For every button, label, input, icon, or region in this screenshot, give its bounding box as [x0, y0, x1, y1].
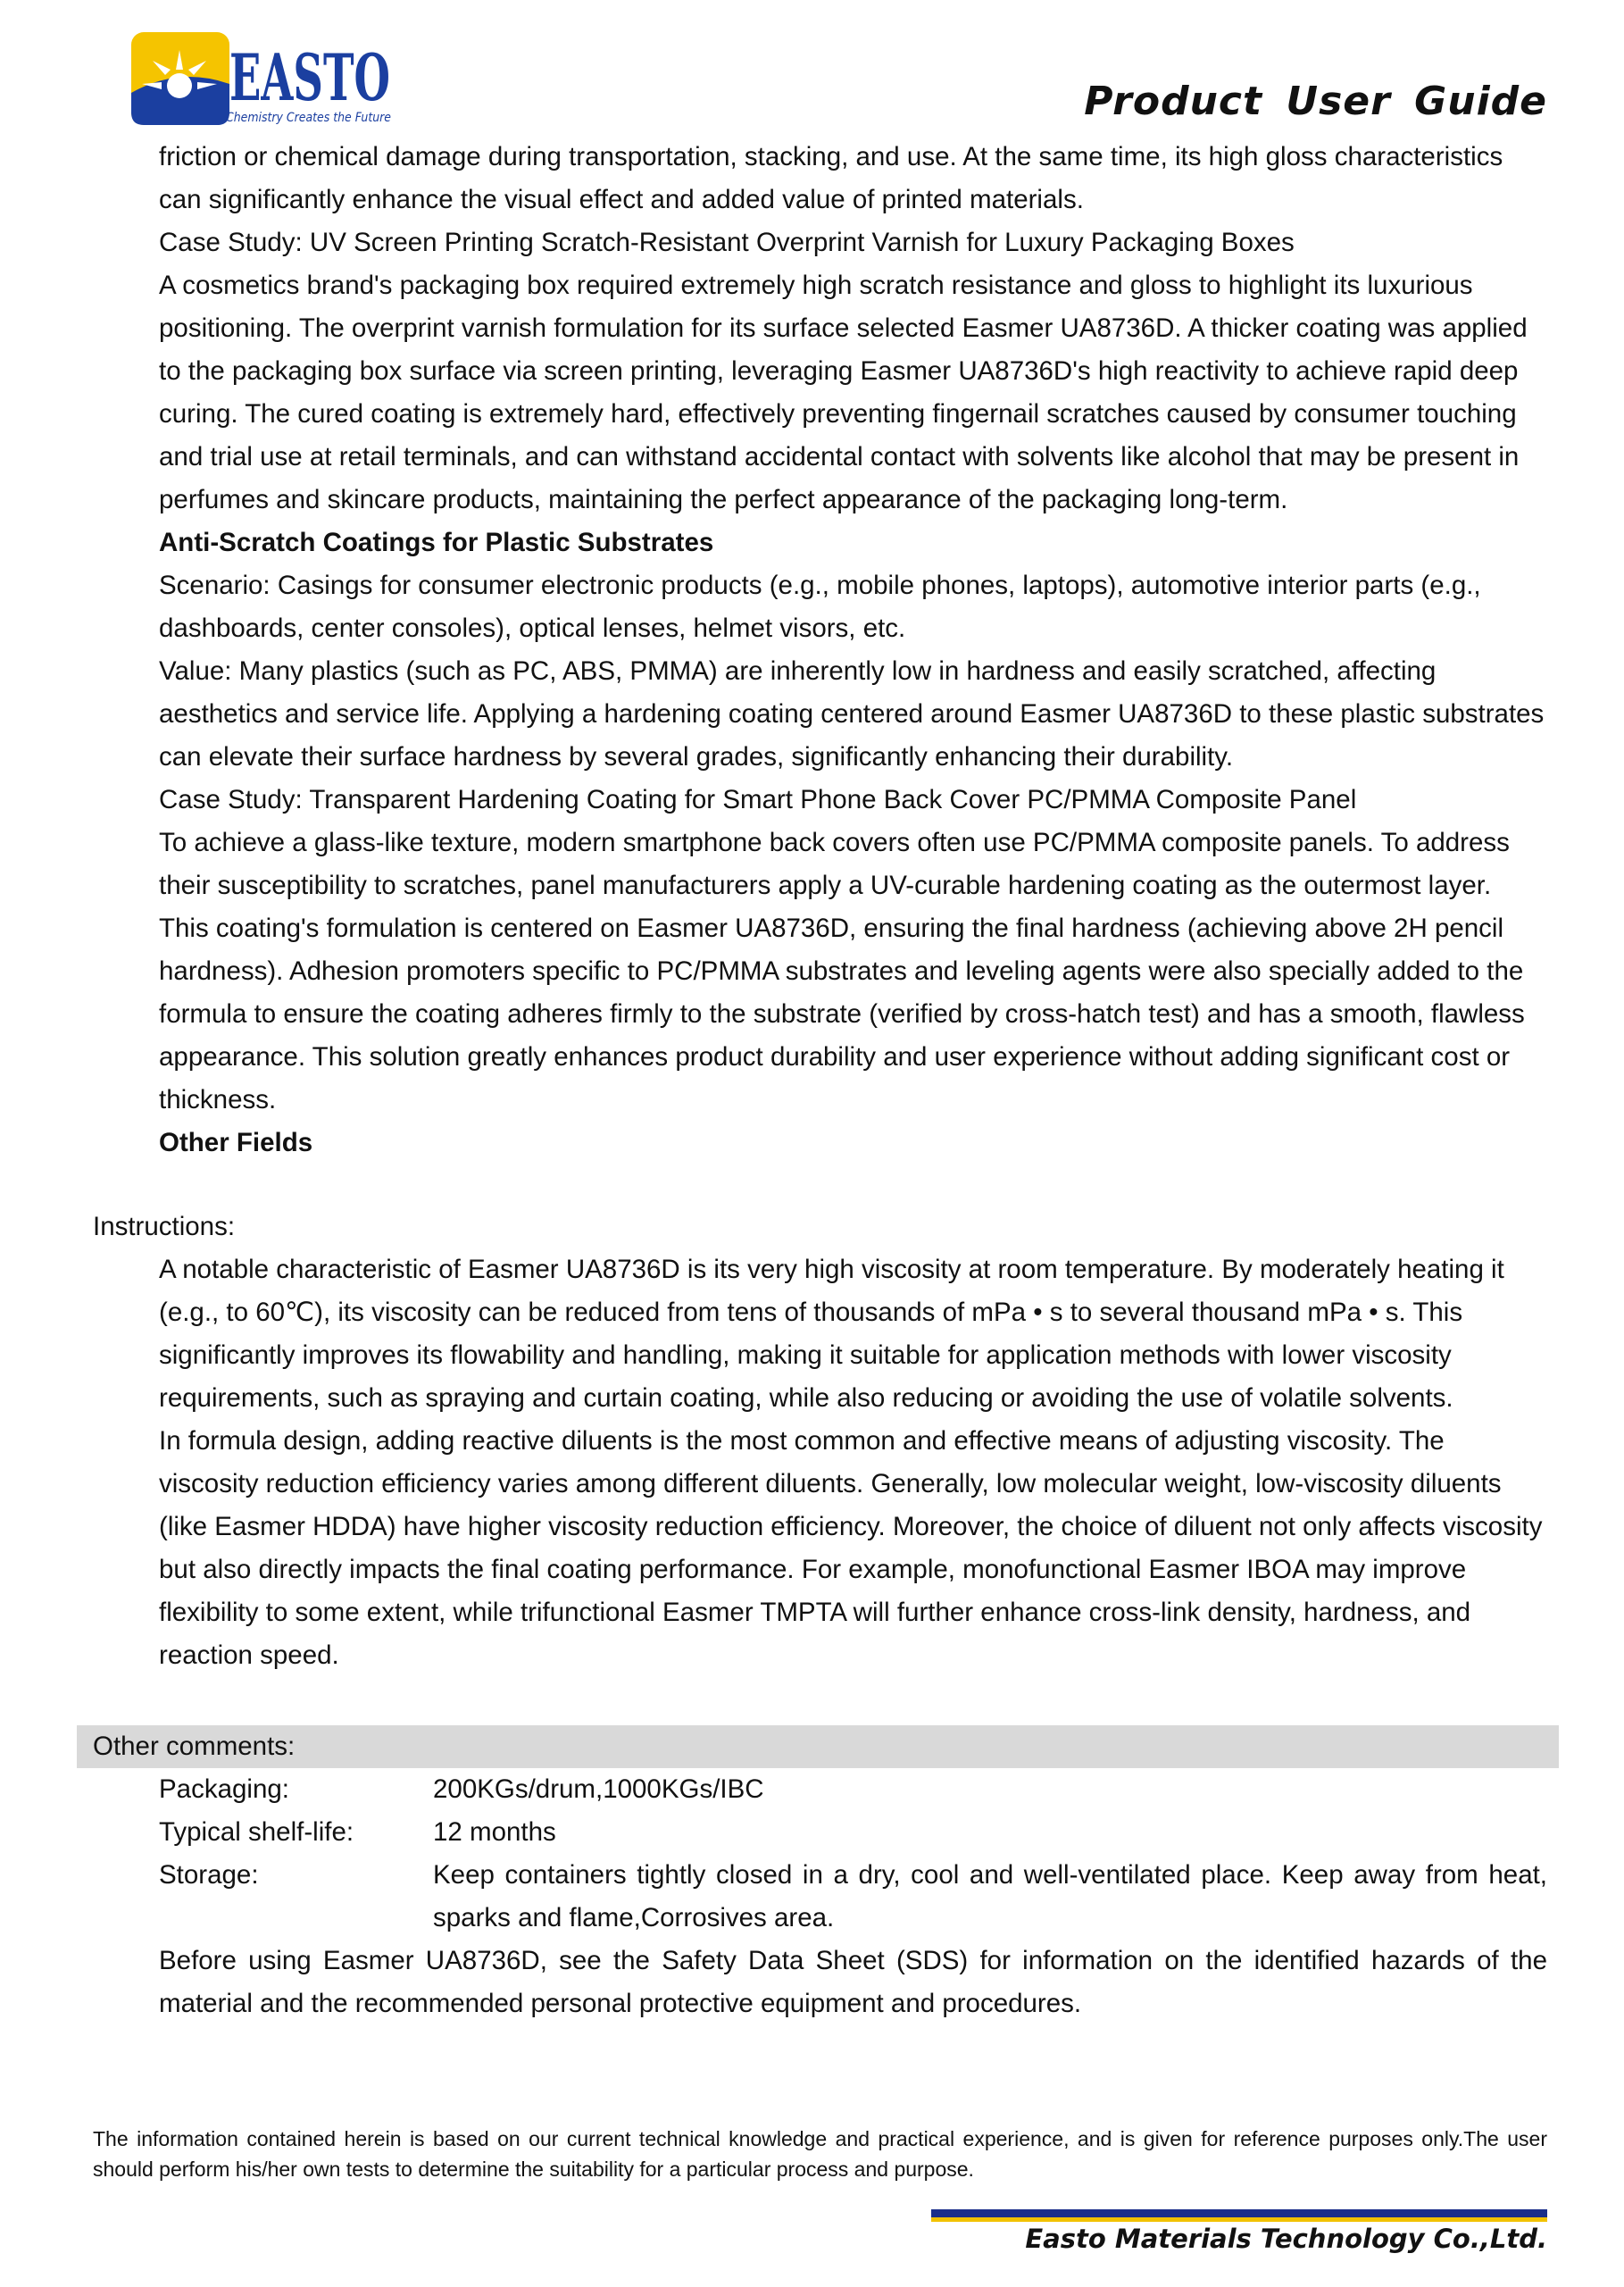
sds-note: Before using Easmer UA8736D, see the Safety Data Sheet (SDS) for information on the identified hazards of the material and the recommended personal protective equipment and procedures.: [159, 1946, 1547, 2018]
case-study-title: Case Study: Transparent Hardening Coating for Smart Phone Back Cover PC/PMMA Composite Panel: [159, 785, 1357, 814]
paragraph: Scenario: Casings for consumer electronic products (e.g., mobile phones, laptops), automotive interior parts (e.g., dashboards, center consoles), optical lenses, helmet visors, etc.: [159, 571, 1481, 643]
comments-label: Other comments:: [93, 1732, 296, 1761]
case-study-title: Case Study: UV Screen Printing Scratch-Resistant Overprint Varnish for Luxury Packaging Boxes: [159, 228, 1295, 257]
paragraph: In formula design, adding reactive diluents is the most common and effective means of adjusting viscosity. The viscosity reduction efficiency varies among different diluents. Generally, low molecular weight, low-viscosity diluents (like Easmer HDDA) have higher viscosity reduction efficiency. Moreover, the choice of diluent not only affects viscosity but also directly impacts the final coating performance. For example, monofunctional Easmer IBOA may improve flexibility to some extent, while trifunctional Easmer TMPTA will further enhance cross-link density, hardness, and reaction speed.: [159, 1426, 1543, 1670]
company-name: Easto Materials Technology Co.,Ltd.: [1025, 2224, 1547, 2254]
easto-logo: [129, 30, 397, 129]
main-content: [159, 136, 1547, 1164]
instructions-content: [159, 1248, 1547, 1677]
section-heading: Other Fields: [159, 1128, 313, 1157]
packaging-value: 200KGs/drum,1000KGs/IBC: [433, 1774, 764, 1804]
svg-text:EASTO: EASTO: [229, 39, 390, 115]
instructions-label: Instructions:: [93, 1212, 236, 1241]
footer-rule-yellow: [931, 2217, 1547, 2222]
comments-header-bar: [77, 1725, 1559, 1768]
storage-label: Storage:: [159, 1860, 259, 1890]
storage-value: Keep containers tightly closed in a dry, cool and well-ventilated place. Keep away from heat, sparks and flame,Corrosives area.: [433, 1860, 1547, 1932]
svg-text:Chemistry Creates the Future: Chemistry Creates the Future: [226, 111, 391, 125]
section-heading: Anti-Scratch Coatings for Plastic Substrates: [159, 528, 714, 557]
packaging-label: Packaging:: [159, 1774, 289, 1804]
paragraph: Value: Many plastics (such as PC, ABS, PMMA) are inherently low in hardness and easily scratched, affecting aesthetics and service life. Applying a hardening coating centered around Easmer UA8736D to these plastic substrates can elevate their surface hardness by several grades, significantly enhancing their durability.: [159, 656, 1545, 772]
shelf-life-label: Typical shelf-life:: [159, 1817, 354, 1847]
paragraph: A cosmetics brand's packaging box required extremely high scratch resistance and gloss to highlight its luxurious positioning. The overprint varnish formulation for its surface selected Easmer UA8736D. A thicker coating was applied to the packaging box surface via screen printing, leveraging Easmer UA8736D's high reactivity to achieve rapid deep curing. The cured coating is extremely hard, effectively preventing fingernail scratches caused by consumer touching and trial use at retail terminals, and can withstand accidental contact with solvents like alcohol that may be present in perfumes and skincare products, maintaining the perfect appearance of the packaging long-term.: [159, 271, 1528, 514]
paragraph: A notable characteristic of Easmer UA8736D is its very high viscosity at room temperature. By moderately heating it (e.g., to 60℃), its viscosity can be reduced from tens of thousands of mPa • s to several thousand mPa • s. This significantly improves its flowability and handling, making it suitable for application methods with lower viscosity requirements, such as spraying and curtain coating, while also reducing or avoiding the use of volatile solvents.: [159, 1255, 1504, 1413]
paragraph: To achieve a glass-like texture, modern smartphone back covers often use PC/PMMA composite panels. To address their susceptibility to scratches, panel manufacturers apply a UV-curable hardening coating as the outermost layer. This coating's formulation is centered on Easmer UA8736D, ensuring the final hardness (achieving above 2H pencil hardness). Adhesion promoters specific to PC/PMMA substrates and leveling agents were also specially added to the formula to ensure the coating adheres firmly to the substrate (verified by cross-hatch test) and has a smooth, flawless appearance. This solution greatly enhances product durability and user experience without adding significant cost or thickness.: [159, 828, 1525, 1114]
footer-rule-blue: [931, 2209, 1547, 2217]
shelf-life-value: 12 months: [433, 1817, 556, 1847]
page-title: Product User Guide: [1084, 79, 1547, 124]
paragraph: friction or chemical damage during transportation, stacking, and use. At the same time, its high gloss characteristics can significantly enhance the visual effect and added value of printed materials.: [159, 142, 1503, 214]
disclaimer: The information contained herein is based on our current technical knowledge and practical experience, and is given for reference purposes only.The user should perform his/her own tests to determine the suitability for a particular process and purpose.: [93, 2127, 1547, 2181]
